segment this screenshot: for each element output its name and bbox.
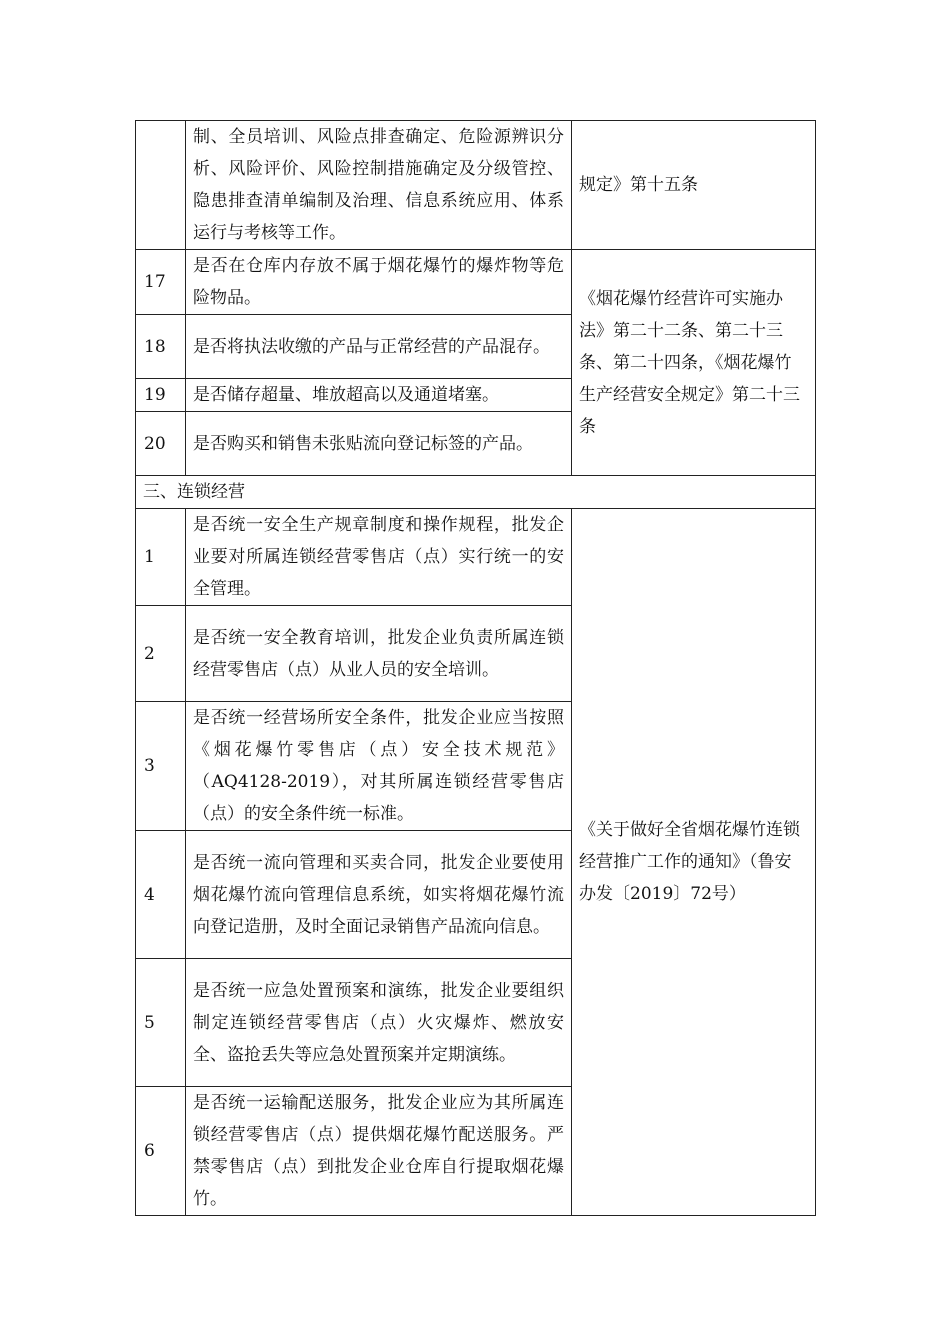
row-number: 18 xyxy=(136,315,186,379)
basis-cell: 《关于做好全省烟花爆竹连锁经营推广工作的通知》（鲁安办发〔2019〕72号） xyxy=(572,509,816,1216)
basis-cell: 规定》第十五条 xyxy=(572,121,816,250)
requirement-cell: 制、全员培训、风险点排查确定、危险源辨识分析、风险评价、风险控制措施确定及分级管控、隐患排查清单编制及治理、信息系统应用、体系运行与考核等工作。 xyxy=(186,121,572,250)
row-number: 20 xyxy=(136,412,186,476)
requirement-cell: 是否统一运输配送服务，批发企业应为其所属连锁经营零售店（点）提供烟花爆竹配送服务。严禁零售店（点）到批发企业仓库自行提取烟花爆竹。 xyxy=(186,1087,572,1216)
row-number xyxy=(136,121,186,250)
row-number: 2 xyxy=(136,606,186,702)
row-number: 3 xyxy=(136,702,186,831)
requirement-cell: 是否储存超量、堆放超高以及通道堵塞。 xyxy=(186,379,572,412)
row-number: 17 xyxy=(136,250,186,315)
row-number: 6 xyxy=(136,1087,186,1216)
inspection-table xyxy=(135,120,816,1216)
table-row xyxy=(136,121,816,250)
requirement-cell: 是否在仓库内存放不属于烟花爆竹的爆炸物等危险物品。 xyxy=(186,250,572,315)
requirement-cell: 是否统一经营场所安全条件，批发企业应当按照《烟花爆竹零售店（点）安全技术规范》（AQ4128-2019），对其所属连锁经营零售店（点）的安全条件统一标准。 xyxy=(186,702,572,831)
requirement-cell: 是否购买和销售未张贴流向登记标签的产品。 xyxy=(186,412,572,476)
requirement-cell: 是否将执法收缴的产品与正常经营的产品混存。 xyxy=(186,315,572,379)
basis-cell: 《烟花爆竹经营许可实施办法》第二十二条、第二十三条、第二十四条，《烟花爆竹生产经营安全规定》第二十三条 xyxy=(572,250,816,476)
requirement-cell: 是否统一应急处置预案和演练，批发企业要组织制定连锁经营零售店（点）火灾爆炸、燃放安全、盗抢丢失等应急处置预案并定期演练。 xyxy=(186,959,572,1087)
row-number: 19 xyxy=(136,379,186,412)
row-number: 1 xyxy=(136,509,186,606)
section-title: 三、连锁经营 xyxy=(136,476,816,509)
section-header-row xyxy=(136,476,816,509)
table-row xyxy=(136,509,816,606)
row-number: 4 xyxy=(136,831,186,959)
table-row xyxy=(136,250,816,315)
requirement-cell: 是否统一安全教育培训，批发企业负责所属连锁经营零售店（点）从业人员的安全培训。 xyxy=(186,606,572,702)
requirement-cell: 是否统一安全生产规章制度和操作规程，批发企业要对所属连锁经营零售店（点）实行统一的安全管理。 xyxy=(186,509,572,606)
requirement-cell: 是否统一流向管理和买卖合同，批发企业要使用烟花爆竹流向管理信息系统，如实将烟花爆竹流向登记造册，及时全面记录销售产品流向信息。 xyxy=(186,831,572,959)
row-number: 5 xyxy=(136,959,186,1087)
